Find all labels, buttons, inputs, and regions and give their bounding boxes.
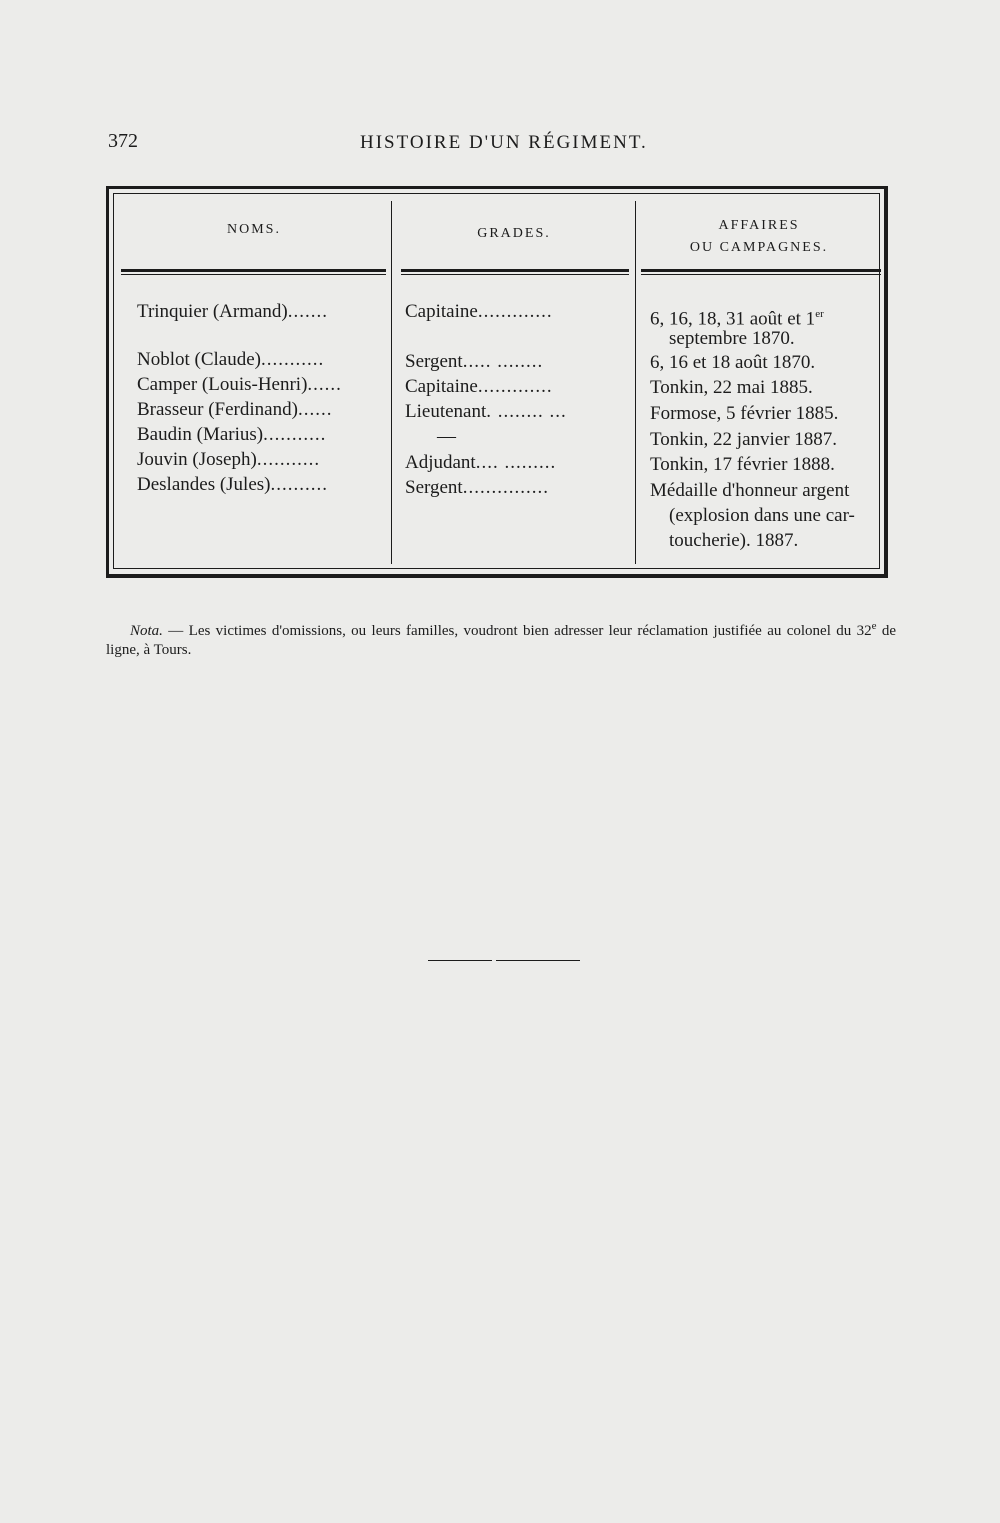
table-row-affair: Tonkin, 22 janvier 1887. (650, 429, 838, 450)
column-divider (391, 201, 392, 564)
dot-leader: ............. (477, 376, 553, 397)
soldier-grade: Capitaine (405, 301, 478, 322)
soldier-name: Deslandes (Jules) (137, 474, 271, 495)
soldier-grade: Lieutenant (405, 401, 487, 422)
soldier-name: Noblot (Claude) (137, 349, 262, 370)
footnote-label: Nota. (130, 623, 163, 639)
header-rule (121, 269, 386, 272)
dot-leader: .... ......... (475, 452, 557, 473)
dot-leader: . ........ ... (486, 401, 567, 422)
table-row-grade (405, 399, 567, 425)
soldier-name: Jouvin (Joseph) (137, 449, 257, 470)
dot-leader: ........... (261, 349, 325, 370)
footnote-tail: de ligne, à Tours. (106, 623, 896, 658)
table-row-grade (405, 374, 553, 400)
table-row-name (137, 447, 320, 473)
table-row-grade (405, 475, 549, 501)
dot-leader: ...... (307, 374, 342, 395)
dot-leader: .......... (270, 474, 328, 495)
column-header-affairs-line1: AFFAIRES (718, 218, 800, 233)
footnote (106, 617, 896, 660)
dot-leader: ............... (462, 477, 549, 498)
column-divider (635, 201, 636, 564)
dot-leader: ............. (477, 301, 553, 322)
soldier-grade: Adjudant (405, 452, 476, 473)
end-rule (428, 960, 492, 961)
table-row-affair-continued: toucherie). 1887. (669, 530, 799, 551)
table-row-name (137, 397, 332, 423)
table-row-affair: 6, 16, 18, 31 août et 1er (650, 308, 824, 330)
dot-leader: ....... (287, 301, 328, 322)
table-row-affair: Tonkin, 17 février 1888. (650, 454, 835, 475)
running-title: HISTOIRE D'UN RÉGIMENT. (360, 132, 648, 153)
soldier-name: Camper (Louis-Henri) (137, 374, 308, 395)
table-row-grade (405, 299, 553, 325)
table-row-name (137, 347, 324, 373)
table-row-affair-continued: septembre 1870. (669, 328, 795, 349)
table-row-name (137, 299, 328, 325)
table-row-name (137, 472, 328, 498)
table-row-name (137, 372, 342, 398)
dot-leader: ........... (263, 424, 327, 445)
column-header-grades: GRADES. (477, 226, 551, 241)
table-row-affair: Tonkin, 22 mai 1885. (650, 377, 813, 398)
header-rule (401, 269, 629, 272)
soldier-grade: Capitaine (405, 376, 478, 397)
soldier-grade: Sergent (405, 351, 463, 372)
table-row-name (137, 422, 326, 448)
table-row-grade (405, 349, 543, 375)
column-header-affairs-line2: OU CAMPAGNES. (689, 240, 829, 255)
column-header-affairs (639, 215, 879, 259)
soldier-name: Trinquier (Armand) (137, 301, 288, 322)
ordinal-superscript: er (815, 308, 824, 320)
dot-leader: ...... (297, 399, 333, 420)
soldier-grade: Sergent (405, 477, 463, 498)
footnote-text: — Les victimes d'omissions, ou leurs familles, voudront bien adresser leur réclamation justifiée au colonel du 32 (162, 623, 872, 639)
roll-of-honour-table (106, 186, 888, 578)
table-row-grade-ditto: — (437, 426, 456, 447)
soldier-name: Brasseur (Ferdinand) (137, 399, 298, 420)
footnote-superscript: e (871, 620, 877, 632)
column-header-names: NOMS. (227, 222, 281, 237)
dot-leader: ........... (256, 449, 321, 470)
header-rule (641, 269, 881, 272)
table-row-affair: 6, 16 et 18 août 1870. (650, 352, 816, 373)
table-row-grade (405, 450, 556, 476)
page-number: 372 (108, 130, 138, 152)
table-row-affair-continued: (explosion dans une car- (669, 505, 855, 526)
soldier-name: Baudin (Marius) (137, 424, 264, 445)
table-row-affair: Médaille d'honneur argent (650, 480, 850, 501)
end-rule (496, 960, 580, 961)
table-row-affair: Formose, 5 février 1885. (650, 403, 839, 424)
dot-leader: ..... ........ (462, 351, 544, 372)
